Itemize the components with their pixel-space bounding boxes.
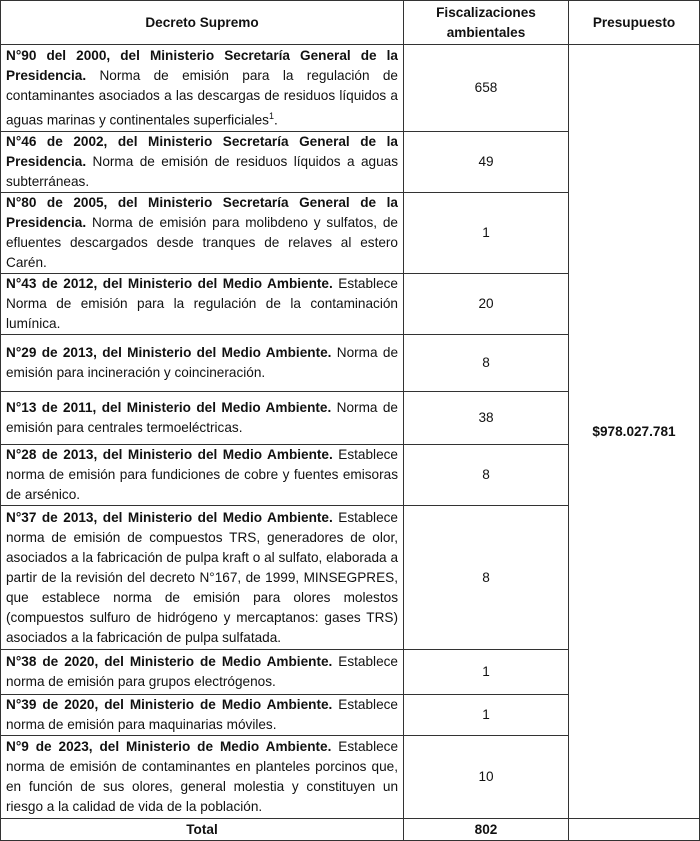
fiscalizaciones-count: 1 (404, 695, 569, 736)
decreto-description: Establece norma de emisión para maquinarias móviles. (6, 697, 398, 732)
decreto-title: N°38 de 2020, del Ministerio de Medio Ambiente. (6, 654, 333, 669)
decreto-description: Establece Norma de emisión para la regulación de la contaminación lumínica. (6, 276, 398, 331)
decreto-title: N°80 de 2005, del Ministerio Secretaría General de la Presidencia. (6, 195, 398, 230)
decreto-description: Establece norma de emisión de compuestos TRS, generadores de olor, asociados a la fabricación de pulpa kraft o al sulfato, elaborada a partir de la revisión del decreto N°167, de 1999, MINSEGPRES, que establece norma de emisión para olores molestos (compuestos sulfuro de hidrógeno y mercaptanos: gases TRS) asociados a la fabricación de pulpa sulfatada. (6, 509, 398, 645)
decreto-description: Norma de emisión para incineración y coincineración. (6, 345, 398, 380)
fiscalizaciones-count: 8 (404, 335, 569, 392)
fiscalizaciones-count: 658 (404, 45, 569, 132)
fiscalizaciones-count: 8 (404, 506, 569, 650)
decreto-title: N°13 de 2011, del Ministerio del Medio Ambiente. (6, 400, 332, 415)
decreto-end: . (273, 112, 278, 128)
decreto-cell (1, 335, 404, 392)
decreto-title: N°90 del 2000, del Ministerio Secretaría General de la Presidencia. (6, 47, 398, 83)
header-fiscalizaciones: Fiscalizaciones ambientales (404, 1, 569, 45)
fiscalizaciones-count: 49 (404, 132, 569, 193)
decreto-title: N°37 de 2013, del Ministerio del Medio Ambiente. (6, 509, 333, 525)
decreto-description: Norma de emisión para molibdeno y sulfatos, de efluentes descargados desde tranques de relaves al estero Carén. (6, 215, 398, 270)
fiscalizaciones-count: 38 (404, 392, 569, 445)
decreto-cell (1, 132, 404, 193)
total-budget-empty (569, 819, 700, 841)
total-row (1, 819, 700, 841)
fiscalizaciones-count: 1 (404, 650, 569, 695)
decreto-description: Norma de emisión de residuos líquidos a aguas subterráneas. (6, 154, 398, 189)
table-row (1, 45, 700, 132)
decreto-title: N°43 de 2012, del Ministerio del Medio Ambiente. (6, 276, 333, 291)
decreto-description: Establece norma de emisión para grupos electrógenos. (6, 654, 398, 689)
decreto-title: N°28 de 2013, del Ministerio del Medio Ambiente. (6, 447, 333, 462)
fiscalizaciones-count: 20 (404, 274, 569, 335)
decreto-cell (1, 445, 404, 506)
fiscalizaciones-count: 1 (404, 193, 569, 274)
total-count: 802 (404, 819, 569, 841)
decreto-cell (1, 506, 404, 650)
decreto-cell (1, 695, 404, 736)
decreto-cell (1, 392, 404, 445)
fiscalizaciones-count: 8 (404, 445, 569, 506)
total-label: Total (1, 819, 404, 841)
decreto-cell (1, 193, 404, 274)
decreto-cell (1, 274, 404, 335)
header-row (1, 1, 700, 45)
decreto-title: N°39 de 2020, del Ministerio de Medio Ambiente. (6, 697, 333, 712)
decreto-cell (1, 45, 404, 132)
decreto-description: Establece norma de emisión de contaminantes en planteles porcinos que, en función de sus olores, general molestia y constituyen un riesgo a la calidad de vida de la población. (6, 739, 399, 814)
decreto-title: N°29 de 2013, del Ministerio del Medio Ambiente. (6, 345, 332, 360)
decreto-title: N°46 de 2002, del Ministerio Secretaría General de la Presidencia. (6, 134, 398, 169)
decreto-description: Norma de emisión para la regulación de contaminantes asociados a las descargas de residuos líquidos a aguas marinas y continentales superficiales (6, 67, 398, 128)
decreto-title: N°9 de 2023, del Ministerio de Medio Ambiente. (6, 739, 332, 754)
fiscalizaciones-count: 10 (404, 736, 569, 819)
header-presupuesto: Presupuesto (569, 1, 700, 45)
decreto-description: Norma de emisión para centrales termoeléctricas. (6, 400, 398, 435)
footnote-marker: 1 (268, 110, 274, 121)
decreto-description: Establece norma de emisión para fundiciones de cobre y fuentes emisoras de arsénico. (6, 447, 398, 502)
presupuesto-value: $978.027.781 (569, 45, 700, 819)
decreto-cell (1, 736, 404, 819)
header-decreto: Decreto Supremo (1, 1, 404, 45)
decreto-cell (1, 650, 404, 695)
